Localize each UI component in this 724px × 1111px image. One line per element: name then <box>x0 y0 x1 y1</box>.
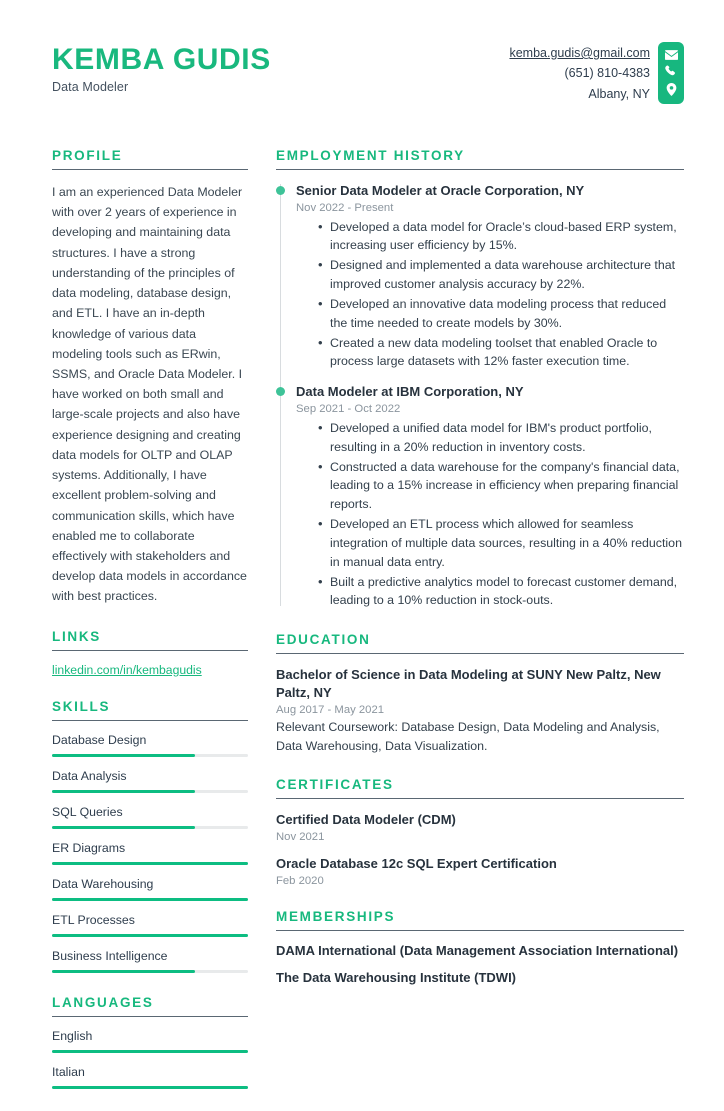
section-certificates <box>276 777 684 887</box>
language-item <box>52 1065 248 1089</box>
section-profile <box>52 148 248 607</box>
skill-bar-track <box>52 934 248 937</box>
contact-phone: (651) 810-4383 <box>564 66 650 81</box>
timeline-dot-icon <box>276 387 285 396</box>
skill-label: ER Diagrams <box>52 840 126 855</box>
skill-item <box>52 913 248 937</box>
certificate-entry <box>276 811 684 843</box>
language-label: Italian <box>52 1064 85 1079</box>
contact-email[interactable]: kemba.gudis@gmail.com <box>509 46 650 60</box>
language-label: English <box>52 1028 93 1043</box>
language-bar-track <box>52 1050 248 1053</box>
job-bullet: • Constructed a data warehouse for the company's financial data, leading to a 15% increase in efficiency when preparing financial reports. <box>318 458 684 515</box>
membership-item: The Data Warehousing Institute (TDWI) <box>276 970 517 986</box>
job-bullet: • Created a new data modeling toolset that enabled Oracle to process large datasets with 12% faster execution time. <box>318 334 684 372</box>
job-bullet: • Designed and implemented a data warehouse architecture that improved customer analysis accuracy by 22%. <box>318 256 684 294</box>
contact-email-row <box>509 43 650 63</box>
contact-block <box>509 42 684 104</box>
skill-bar-track <box>52 970 248 973</box>
skill-bar-fill <box>52 898 248 901</box>
envelope-icon <box>665 50 678 60</box>
link-item[interactable]: linkedin.com/in/kembagudis <box>52 662 202 677</box>
contact-location: Albany, NY <box>588 86 650 101</box>
membership-item: DAMA International (Data Management Association International) <box>276 943 679 959</box>
skill-bar-fill <box>52 862 248 865</box>
section-divider <box>276 169 684 170</box>
timeline-dot-icon <box>276 186 285 195</box>
certificate-name: Oracle Database 12c SQL Expert Certification <box>276 856 557 872</box>
section-links <box>52 629 248 677</box>
identity-block <box>52 42 271 94</box>
candidate-name: KEMBA GUDIS <box>52 43 271 76</box>
skill-label: Business Intelligence <box>52 948 168 963</box>
section-memberships <box>276 909 684 985</box>
section-divider <box>276 930 684 931</box>
section-title-links: LINKS <box>52 628 101 644</box>
left-column <box>52 148 248 1111</box>
employment-timeline <box>276 182 684 610</box>
skill-item <box>52 769 248 793</box>
skill-label: Database Design <box>52 732 147 747</box>
job-date: Sep 2021 - Oct 2022 <box>296 402 401 415</box>
section-education <box>276 632 684 755</box>
location-pin-icon <box>666 83 677 96</box>
section-divider <box>52 169 248 170</box>
skill-bar-fill <box>52 934 248 937</box>
skill-label: ETL Processes <box>52 912 135 927</box>
section-languages <box>52 995 248 1089</box>
education-date: Aug 2017 - May 2021 <box>276 704 385 717</box>
profile-text: I am an experienced Data Modeler with over 2 years of experience in developing and maintaining data structures. I have a strong understanding of the principles of data modeling, database design, and ETL. I have an in-depth knowledge of various data modeling tools such as ERwin, SSMS, and Oracle Data Modeler. I have worked on both small and large-scale projects and also have experience designing and creating data models for OLTP and OLAP systems. Additionally, I have excellent problem-solving and communication skills, which have enabled me to collaborate effectively with stakeholders and develop data models in accordance with best practices. <box>52 185 247 604</box>
skill-bar-track <box>52 862 248 865</box>
section-divider <box>52 650 248 651</box>
section-divider <box>52 1016 248 1017</box>
job-entry <box>296 383 684 610</box>
job-bullet-list <box>318 419 684 610</box>
job-bullet: • Developed an innovative data modeling process that reduced the time needed to create models by 30%. <box>318 295 684 333</box>
resume-body <box>52 148 684 1111</box>
job-entry <box>296 182 684 371</box>
section-divider <box>276 653 684 654</box>
resume-header <box>52 42 684 134</box>
candidate-job-title: Data Modeler <box>52 80 129 95</box>
education-degree: Bachelor of Science in Data Modeling at SUNY New Paltz, New Paltz, NY <box>276 667 661 701</box>
contact-icon-bar <box>658 42 684 104</box>
job-bullet: • Built a predictive analytics model to forecast customer demand, leading to a 10% reduction in stock-outs. <box>318 573 684 611</box>
certificate-date: Nov 2021 <box>276 831 325 844</box>
certificate-date: Feb 2020 <box>276 875 324 888</box>
skill-bar-fill <box>52 790 195 793</box>
language-item <box>52 1029 248 1053</box>
language-bar-fill <box>52 1086 248 1089</box>
skill-bar-fill <box>52 970 195 973</box>
skill-item <box>52 877 248 901</box>
skill-item <box>52 805 248 829</box>
education-description: Relevant Coursework: Database Design, Data Modeling and Analysis, Data Warehousing, Data Visualization. <box>276 720 660 753</box>
skill-label: Data Warehousing <box>52 876 154 891</box>
job-bullet: • Developed a data model for Oracle’s cloud-based ERP system, increasing user efficiency by 15%. <box>318 218 684 256</box>
skill-bar-fill <box>52 826 195 829</box>
job-title: Data Modeler at IBM Corporation, NY <box>296 384 524 400</box>
section-divider <box>52 720 248 721</box>
skill-bar-track <box>52 826 248 829</box>
skill-label: SQL Queries <box>52 804 123 819</box>
section-employment <box>276 148 684 610</box>
job-title: Senior Data Modeler at Oracle Corporation, NY <box>296 183 585 198</box>
skill-label: Data Analysis <box>52 768 127 783</box>
section-title-skills: SKILLS <box>52 698 111 714</box>
skill-item <box>52 949 248 973</box>
certificate-entry <box>276 855 684 887</box>
skill-bar-fill <box>52 754 195 757</box>
education-entry <box>276 666 684 755</box>
job-bullet: • Developed a unified data model for IBM's product portfolio, resulting in a 20% reduction in inventory costs. <box>318 419 684 457</box>
section-title-certificates: CERTIFICATES <box>276 777 394 793</box>
contact-lines <box>509 42 650 104</box>
skill-item <box>52 733 248 757</box>
job-bullet-list <box>318 218 684 372</box>
section-divider <box>276 798 684 799</box>
right-column <box>276 148 684 1111</box>
section-title-profile: PROFILE <box>52 148 123 163</box>
job-bullet: • Developed an ETL process which allowed for seamless integration of multiple data sources, resulting in a 40% reduction in manual data entry. <box>318 515 684 572</box>
job-date: Nov 2022 - Present <box>296 201 394 214</box>
skill-bar-track <box>52 754 248 757</box>
section-title-education: EDUCATION <box>276 632 371 648</box>
language-bar-track <box>52 1086 248 1089</box>
skill-bar-track <box>52 898 248 901</box>
skill-item <box>52 841 248 865</box>
section-skills <box>52 699 248 973</box>
section-title-employment: EMPLOYMENT HISTORY <box>276 148 465 163</box>
skill-bar-track <box>52 790 248 793</box>
certificate-name: Certified Data Modeler (CDM) <box>276 812 456 828</box>
section-title-memberships: MEMBERSHIPS <box>276 909 396 925</box>
phone-icon <box>665 65 677 77</box>
section-title-languages: LANGUAGES <box>52 994 154 1010</box>
language-bar-fill <box>52 1050 248 1053</box>
